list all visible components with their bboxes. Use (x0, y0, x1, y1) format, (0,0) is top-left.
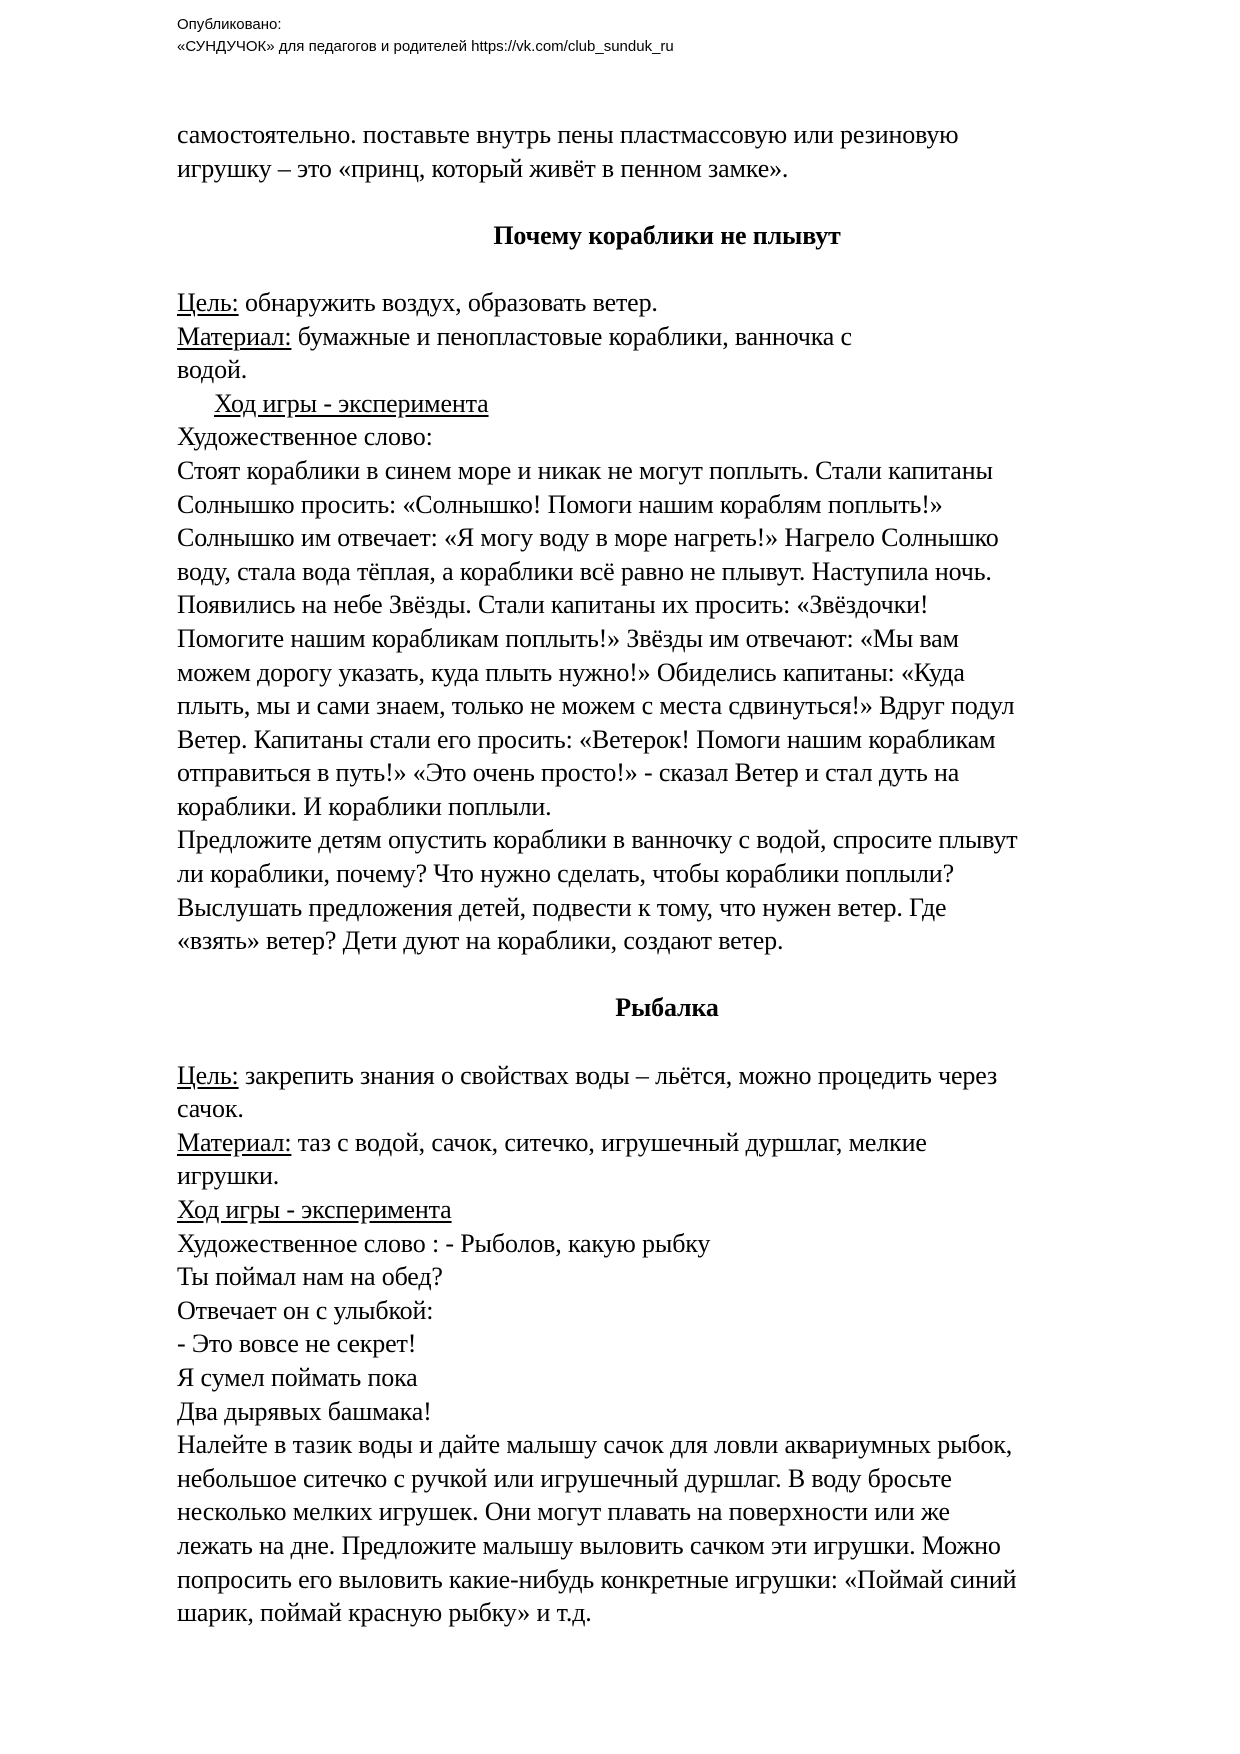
section-body (177, 420, 1157, 958)
body-line: несколько мелких игрушек. Они могут плавать на поверхности или же (177, 1497, 950, 1527)
body-line: Ветер. Капитаны стали его просить: «Ветерок! Помоги нашим корабликам (177, 724, 996, 754)
body-line: Отвечает он с улыбкой: (177, 1295, 434, 1325)
body-line: Солнышко им отвечает: «Я могу воду в море нагреть!» Нагрело Солнышко (177, 523, 999, 553)
goal-line (177, 286, 1157, 320)
goal-label: Цель: (177, 1060, 239, 1090)
goal-cont: сачок. (177, 1094, 244, 1124)
body-line: - Это вовсе не секрет! (177, 1329, 417, 1359)
body-line: Налейте в тазик воды и дайте малышу сачок для ловли аквариумных рыбок, (177, 1430, 1013, 1460)
body-line: Помогите нашим корабликам поплыть!» Звёзды им отвечают: «Мы вам (177, 623, 959, 653)
material-text: бумажные и пенопластовые кораблики, ванночка с (291, 321, 852, 351)
material-cont: водой. (177, 355, 248, 385)
material-text: таз с водой, сачок, ситечко, игрушечный дуршлаг, мелкие (291, 1127, 927, 1157)
goal-label: Цель: (177, 287, 239, 317)
body-line: можем дорогу указать, куда плыть нужно!» Обиделись капитаны: «Куда (177, 657, 965, 687)
body-line: воду, стала вода тёплая, а кораблики всё равно не плывут. Наступила ночь. (177, 556, 992, 586)
body-line: плыть, мы и сами знаем, только не можем с места сдвинуться!» Вдруг подул (177, 691, 1015, 721)
intro-line: игрушку – это «принц, который живёт в пенном замке». (177, 153, 789, 183)
intro-line: самостоятельно. поставьте внутрь пены пластмассовую или резиновую (177, 120, 959, 149)
body-line: Два дырявых башмака! (177, 1396, 432, 1426)
material-label: Материал: (177, 321, 292, 351)
goal-text: обнаружить воздух, образовать ветер. (238, 287, 658, 317)
course-line (177, 1193, 1157, 1227)
course-line (177, 387, 1157, 421)
body-line: Выслушать предложения детей, подвести к тому, что нужен ветер. Где (177, 892, 947, 922)
body-line: Предложите детям опустить кораблики в ванночку с водой, спросите плывут (177, 825, 1018, 855)
publication-header (177, 14, 674, 58)
body-line: Солнышко просить: «Солнышко! Помоги нашим кораблям поплыть!» (177, 489, 943, 519)
body-line: Художественное слово : - Рыболов, какую рыбку (177, 1228, 711, 1258)
body-line: Я сумел поймать пока (177, 1362, 418, 1392)
body-line: ли кораблики, почему? Что нужно сделать, чтобы кораблики поплыли? (177, 859, 954, 889)
body-line: Стоят кораблики в синем море и никак не могут поплыть. Стали капитаны (177, 455, 993, 485)
course-label: Ход игры - эксперимента (214, 388, 489, 418)
document-body (177, 118, 1157, 1630)
header-source-line: «СУНДУЧОК» для педагогов и родителей https://vk.com/club_sunduk_ru (177, 38, 674, 55)
body-line: отправиться в путь!» «Это очень просто!» - сказал Ветер и стал дуть на (177, 758, 960, 788)
material-line (177, 1126, 1157, 1160)
goal-line (177, 1059, 1157, 1093)
body-line: шарик, поймай красную рыбку» и т.д. (177, 1598, 592, 1628)
section-title: Рыбалка (615, 993, 719, 1023)
section-title: Почему кораблики не плывут (493, 220, 841, 250)
material-label: Материал: (177, 1127, 292, 1157)
body-line: кораблики. И кораблики поплыли. (177, 791, 552, 821)
body-line: Появились на небе Звёзды. Стали капитаны их просить: «Звёздочки! (177, 590, 929, 620)
header-published-label: Опубликовано: (177, 16, 282, 33)
body-line: небольшое ситечко с ручкой или игрушечный дуршлаг. В воду бросьте (177, 1463, 952, 1493)
section-body (177, 1227, 1157, 1630)
course-label: Ход игры - эксперимента (177, 1195, 452, 1224)
material-cont: игрушки. (177, 1161, 280, 1191)
body-line: лежать на дне. Предложите малышу выловить сачком эти игрушки. Можно (177, 1530, 1001, 1560)
body-line: «взять» ветер? Дети дуют на кораблики, создают ветер. (177, 926, 784, 956)
body-line: Ты поймал нам на обед? (177, 1262, 443, 1292)
goal-text: закрепить знания о свойствах воды – льётся, можно процедить через (238, 1060, 998, 1090)
material-line (177, 320, 1157, 354)
body-line: Художественное слово: (177, 422, 433, 452)
body-line: попросить его выловить какие-нибудь конкретные игрушки: «Поймай синий (177, 1564, 1017, 1594)
